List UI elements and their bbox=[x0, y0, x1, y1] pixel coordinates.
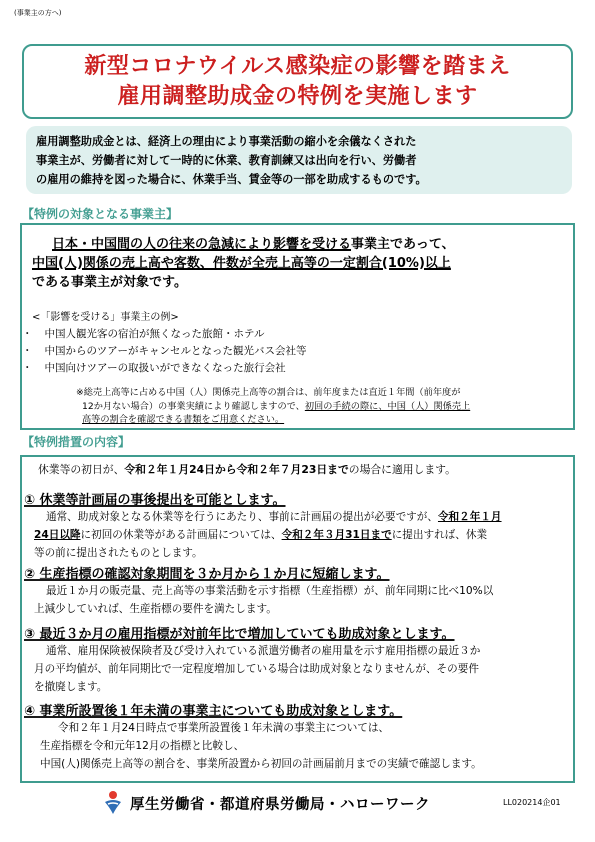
list-item: ・ 中国人観光客の宿泊が無くなった旅館・ホテル bbox=[22, 326, 306, 343]
apply-text: の場合に適用します。 bbox=[348, 463, 456, 476]
apply-period bbox=[38, 462, 456, 477]
examples-heading: <「影響を受ける」事業主の例> bbox=[32, 312, 179, 323]
item2-body bbox=[34, 582, 579, 618]
body-text: を撤廃します。 bbox=[34, 681, 108, 693]
title-line-2: 雇用調整助成金の特例を実施します bbox=[117, 83, 478, 109]
footer-org: 厚生労働省・都道府県労働局・ハローワーク bbox=[130, 797, 430, 813]
req-underlined: 日本・中国間の人の往来の急減により影響を受ける bbox=[52, 237, 352, 252]
item2-heading: ② 生産指標の確認対象期間を３か月から１か月に短縮します。 bbox=[24, 567, 390, 582]
item4-body bbox=[34, 719, 579, 773]
list-item: ・ 中国からのツアーがキャンセルとなった観光バス会社等 bbox=[22, 343, 306, 360]
req-underlined: 中国(人)関係の売上高や客数、件数が全売上高等の一定割合(10%)以上 bbox=[32, 256, 451, 271]
body-emph: 令和２年１月 bbox=[437, 511, 502, 523]
section-heading-measures: 【特例措置の内容】 bbox=[22, 435, 131, 449]
note-line: ※総売上高等に占める中国（人）関係売上高等の割合は、前年度または直近１年間（前年度が bbox=[76, 387, 461, 398]
intro-box bbox=[26, 126, 572, 194]
document-code: LL020214企01 bbox=[503, 798, 561, 807]
body-text: 最近１か月の販売量、売上高等の事業活動を示す指標（生産指標）が、前年同期に比べ10%以 bbox=[46, 585, 494, 597]
body-emph: 令和２年３月31日まで bbox=[281, 529, 392, 541]
body-text: 令和２年１月24日時点で事業所設置後１年未満の事業主については、 bbox=[58, 722, 390, 734]
note-underlined: 初回の手続の際に、中国（人）関係売上 bbox=[304, 400, 471, 412]
body-text: 月の平均値が、前年同期比で一定程度増加している場合は助成対象となりませんが、その要件 bbox=[34, 663, 479, 675]
examples-list bbox=[22, 326, 306, 377]
body-text: 上減少していれば、生産指標の要件を満たします。 bbox=[34, 603, 277, 615]
item1-heading: ① 休業等計画届の事後提出を可能とします。 bbox=[24, 493, 286, 508]
item1-body bbox=[34, 508, 579, 562]
note bbox=[76, 386, 572, 427]
body-text: 生産指標を令和元年12月の指標と比較し、 bbox=[40, 740, 245, 752]
body-text: 通常、雇用保険被保険者及び受け入れている派遣労働者の雇用量を示す雇用指標の最近３か bbox=[46, 645, 481, 657]
item4-heading: ④ 事業所設置後１年未満の事業主についても助成対象とします。 bbox=[24, 704, 403, 719]
body-text: に初回の休業等がある計画届については、 bbox=[80, 529, 282, 541]
eligibility-requirement bbox=[32, 235, 550, 292]
title-line-1: 新型コロナウイルス感染症の影響を踏まえ bbox=[84, 53, 511, 79]
req-text: である事業主が対象です。 bbox=[32, 275, 187, 290]
item3-body bbox=[34, 642, 579, 696]
body-text: 通常、助成対象となる休業等を行うにあたり、事前に計画届の提出が必要ですが、 bbox=[46, 511, 438, 523]
apply-dates: 令和２年１月24日から令和２年７月23日まで bbox=[124, 463, 349, 476]
note-underlined: 高等の割合を確認できる書類をご用意ください。 bbox=[82, 414, 285, 425]
mhlw-logo-icon bbox=[102, 790, 124, 816]
intro-line: 事業主が、労働者に対して一時的に休業、教育訓練又は出向を行い、労働者 bbox=[36, 154, 417, 167]
item3-heading: ③ 最近３か月の雇用指標が対前年比で増加していても助成対象とします。 bbox=[24, 627, 455, 642]
body-text: 中国(人)関係売上高等の割合を、事業所設置から初回の計画届前月までの実績で確認します。 bbox=[40, 758, 482, 770]
body-text: 等の前に提出されたものとします。 bbox=[34, 547, 203, 559]
req-text: 事業主であって、 bbox=[351, 237, 455, 252]
body-emph: 24日以降 bbox=[34, 529, 81, 541]
audience-label: (事業主の方へ) bbox=[14, 9, 62, 17]
intro-line: の雇用の維持を図った場合に、休業手当、賃金等の一部を助成するものです。 bbox=[36, 173, 427, 186]
title-box bbox=[22, 44, 573, 119]
note-text: 12か月ない場合）の事業実績により確認しますので、 bbox=[82, 400, 305, 412]
body-text: に提出すれば、休業 bbox=[391, 529, 488, 541]
list-item: ・ 中国向けツアーの取扱いができなくなった旅行会社 bbox=[22, 360, 306, 377]
intro-line: 雇用調整助成金とは、経済上の理由により事業活動の縮小を余儀なくされた bbox=[36, 135, 417, 148]
section-heading-eligible: 【特例の対象となる事業主】 bbox=[22, 207, 179, 221]
apply-text: 休業等の初日が、 bbox=[38, 463, 125, 476]
